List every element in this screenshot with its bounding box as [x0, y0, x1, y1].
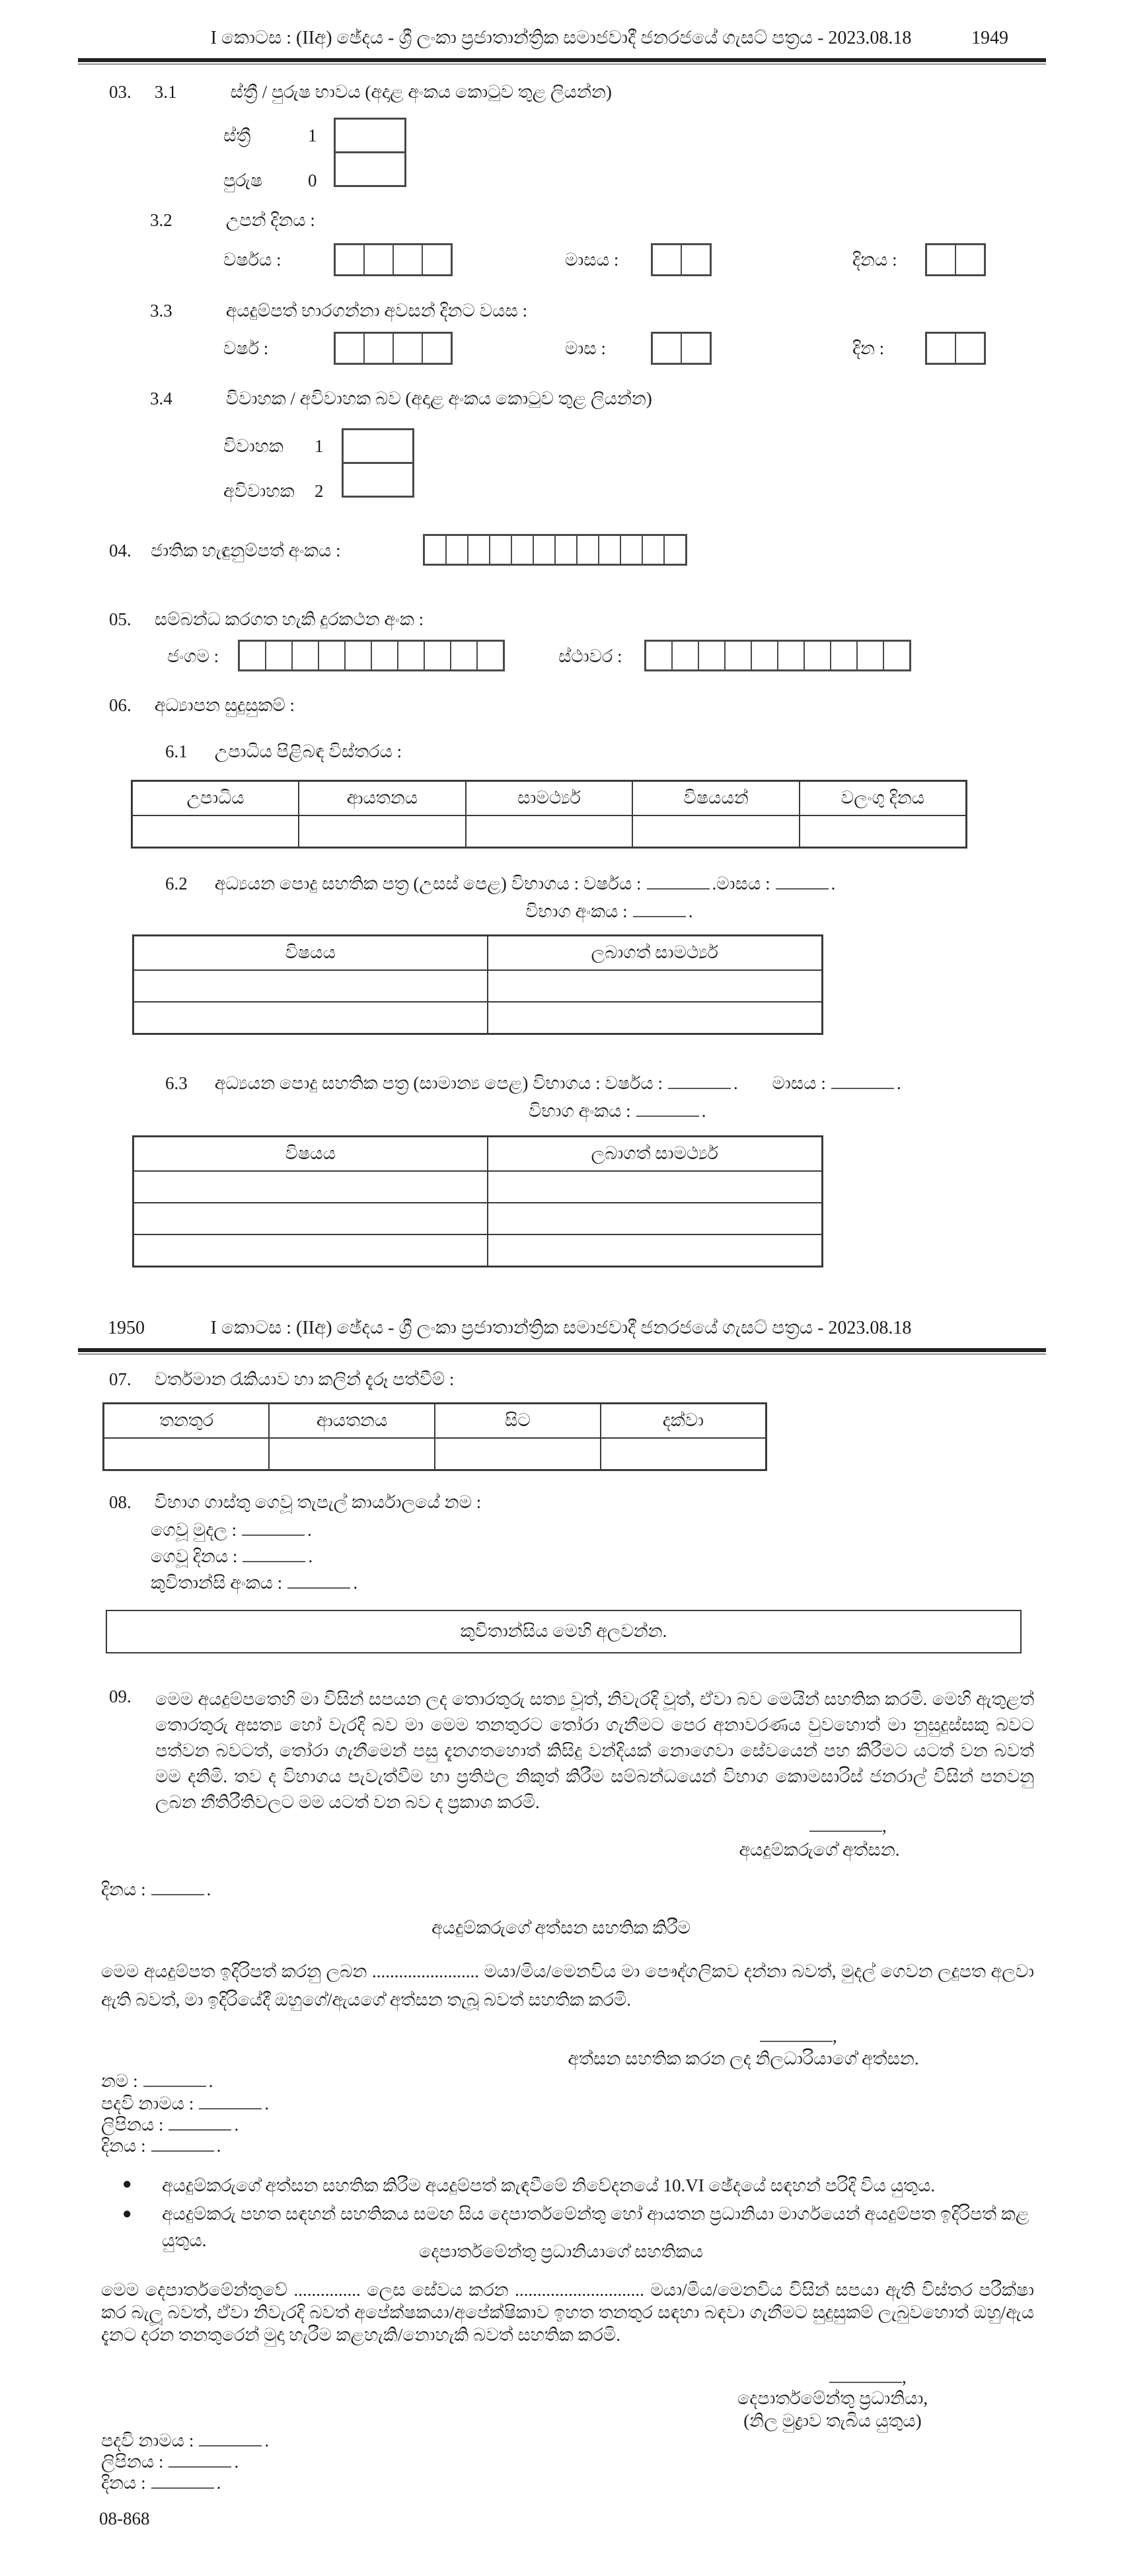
digit-cell [726, 642, 752, 669]
fee-amount-row [151, 1520, 312, 1541]
age-label: අයදුම්පත් භාරගන්නා අවසන් දිනට වයස : [225, 301, 528, 321]
digit-cell [447, 536, 468, 564]
blank-line [636, 1108, 699, 1117]
period: . [831, 874, 836, 893]
employment-table [102, 1402, 767, 1471]
digit-cell [778, 642, 805, 669]
empty-cell [800, 815, 967, 848]
blank-line [242, 1527, 305, 1536]
page1-gazette-header [0, 28, 1122, 49]
period: . [216, 2136, 221, 2156]
column-header-pass: සාමර්ථ්‍ය [466, 781, 633, 816]
blank-line [143, 2078, 206, 2087]
digit-cell [451, 642, 478, 669]
column-header-subject: විෂයය [133, 936, 488, 971]
signature-blank-line [760, 2033, 833, 2042]
note-text: අයදුම්කරුගේ අත්සන සහතික කිරීම අයදුම්පත් කැඳවීමේ නිවේදනයේ 10.VI ඡේදයේ සඳහන් පරිදි විය යුතුය. [162, 2176, 936, 2195]
blank-line [168, 2458, 231, 2468]
digit-cell [425, 536, 447, 564]
option-unmarried-label: අවිවාහක [223, 481, 295, 501]
ol-month-label: මාසය : [772, 1073, 826, 1093]
period: . [216, 2473, 221, 2493]
period: . [353, 1573, 358, 1593]
landline-grid [644, 640, 911, 671]
digit-cell [425, 642, 451, 669]
column-header-to: දක්වා [601, 1404, 767, 1439]
empty-cell [435, 1438, 601, 1470]
al-exam-number-row [525, 901, 692, 923]
sex-checkboxes [334, 118, 406, 187]
page1-header-rule [78, 58, 1046, 65]
subsection-number: 3.3 [150, 301, 172, 321]
fee-date-label: ගෙවූ දිනය : [151, 1546, 238, 1566]
option-unmarried-value: 2 [315, 481, 324, 501]
table-row [132, 815, 967, 848]
comma: , [902, 2367, 907, 2387]
degree-details-label: උපාධිය පිළිබඳ විස්තරය : [214, 741, 402, 761]
female-box [334, 118, 406, 153]
column-header-post: තනතුර [104, 1404, 270, 1439]
fee-amount-label: ගෙවූ මුදල : [151, 1520, 237, 1540]
dept-cert-text: මෙම දෙපාර්තමේන්තුවේ ............... ලෙස සේවය කරන ............................. මයා/මිය/මෙනවිය විසින් සපයා ඇති විස්තර පරීක්ෂා කර බැලූ බවත්, ඒවා නිවැරදි බවත් අපේක්ෂකයා/අපේක්ෂිකාව ඉහත තනතුර සඳහා බඳවා ගැනීමට සුදුසුකම් ලැබුවහොත් ඔහු/ඇය දැනට දරන තනතුරෙන් මුදා හැරීම කළහැකි/නොහැකි බවත් සහතික කරමි. [101, 2280, 1034, 2345]
option-married-value: 1 [315, 436, 324, 456]
digit-cell [927, 245, 956, 274]
dept-designation-label: පදවි නාමය : [101, 2431, 194, 2450]
digit-cell [423, 334, 451, 363]
attest-date-label: දිනය : [101, 2136, 146, 2156]
officer-signature-caption: අත්සන සහතික කරන ලද නිලධාරියාගේ අත්සන. [568, 2049, 919, 2068]
section-63-row [165, 1073, 1044, 1094]
digit-cell [673, 642, 699, 669]
dob-fields-row [0, 243, 1122, 283]
empty-cell [133, 1171, 488, 1203]
empty-cell [133, 1002, 488, 1034]
option-male-label: පුරුෂ [223, 170, 263, 190]
blank-line [151, 2480, 214, 2489]
column-header-grade: ලබාගත් සාමර්ථ්‍ය [488, 936, 823, 971]
page2-header-title: I කොටස : (IIඅ) ඡේදය - ශ්‍රී ලංකා ප්‍රජාතාන්ත්‍රික සමාජවාදී ජනරජයේ ගැසට් පත්‍රය - 2023.08.18 [210, 1318, 912, 1338]
section-number: 08. [109, 1492, 131, 1512]
blank-line [199, 2100, 262, 2109]
receipt-number-row [151, 1573, 357, 1594]
digit-cell [805, 642, 831, 669]
receipt-paste-box [106, 1610, 1022, 1653]
nic-row [0, 533, 1122, 572]
digit-cell [394, 334, 423, 363]
table-header-row [132, 781, 967, 816]
dob-label: උපන් දිනය : [225, 210, 315, 230]
page2-page-number: 1950 [108, 1318, 145, 1338]
comma: , [882, 1816, 887, 1836]
bullet-icon: ● [122, 2205, 132, 2222]
empty-cell [601, 1438, 767, 1470]
column-header-from: සිට [435, 1404, 601, 1439]
column-header-subjects: විෂයයන් [632, 781, 800, 816]
comma: , [833, 2026, 837, 2046]
section-number: 05. [109, 609, 131, 629]
section-number: 07. [109, 1369, 131, 1389]
applicant-signature-caption: අයදුම්කරුගේ අත්සන. [739, 1840, 900, 1860]
section-07-row [109, 1369, 454, 1390]
subsection-number: 6.3 [165, 1073, 188, 1093]
receipt-paste-label: කුවිතාන්සිය මෙහි අලවන්න. [460, 1621, 667, 1641]
al-results-table [132, 934, 823, 1035]
blank-line [776, 880, 829, 890]
digit-cell [699, 642, 726, 669]
attest-address-row [101, 2115, 239, 2136]
ol-exam-number-label: විභාග අංකය : [529, 1101, 631, 1121]
page2-gazette-header [0, 1318, 1122, 1339]
mobile-grid [238, 640, 505, 671]
section-32-row [150, 210, 315, 231]
attest-designation-label: පදවි නාමය : [101, 2094, 194, 2113]
blank-line [831, 1080, 894, 1089]
receipt-number-label: කුවිතාන්සි අංකය : [151, 1573, 283, 1593]
al-year-label: වර්ෂය : [583, 874, 642, 893]
blank-line [633, 908, 686, 917]
dob-year-grid [334, 243, 453, 276]
blank-line [243, 1553, 305, 1562]
attestation-text: මෙම අයදුම්පත ඉදිරිපත් කරනු ලබන ........................ මයා/මිය/මෙනවිය මා පෞද්ගලිකව දන්නා බවත්, මුදල් ගෙවන ලදුපත අලවා ඇති බවත්, මා ඉදිරියේදී ඔහුගේ/ඇයගේ අත්සන තැබූ බවත් සහතික කරමි. [101, 1961, 1034, 2010]
table-header-row [133, 936, 823, 971]
section-08-row [109, 1492, 481, 1513]
period: . [308, 1546, 313, 1566]
dob-day-grid [925, 243, 986, 276]
page1-header-title: I කොටස : (IIඅ) ඡේදය - ශ්‍රී ලංකා ප්‍රජාතාන්ත්‍රික සමාජවාදී ජනරජයේ ගැසට් පත්‍රය - 2023.08.18 [210, 28, 912, 48]
table-row [133, 970, 823, 1002]
phone-fields-row [0, 640, 1122, 679]
age-day-label: දින : [852, 338, 885, 358]
digit-cell [240, 642, 266, 669]
form-code: 08-868 [99, 2509, 150, 2528]
table-header-row [104, 1404, 767, 1439]
page1-page-number: 1949 [971, 28, 1008, 48]
digit-cell [956, 245, 984, 274]
date-row [101, 1879, 211, 1901]
option-male-value: 0 [308, 170, 317, 190]
signature-blank-line [809, 1823, 882, 1832]
period: . [264, 2431, 270, 2450]
blank-line [668, 1080, 731, 1089]
note-text: අයදුම්කරු පහත සඳහන් සහතිකය සමඟ සිය දෙපාර්තමේන්තු හෝ ආයතන ප්‍රධානියා මාර්ගයෙන් අයදුම්පත ඉදිරිපත් කළ යුතුය. [162, 2204, 1029, 2250]
option-married-label: විවාහක [223, 436, 283, 456]
period: . [688, 901, 693, 921]
ol-year-label: වර්ෂය : [605, 1073, 663, 1093]
age-month-grid [651, 332, 712, 365]
al-exam-number-label: විභාග අංකය : [525, 901, 628, 921]
dob-month-label: මාසය : [565, 250, 619, 270]
digit-cell [927, 334, 956, 363]
section-34-row [150, 389, 652, 410]
blank-line [151, 2142, 214, 2152]
note-item [122, 2176, 1044, 2197]
attest-name-label: නම : [101, 2071, 138, 2091]
digit-cell [372, 642, 398, 669]
dept-date-row [101, 2473, 221, 2494]
age-day-grid [925, 332, 986, 365]
dept-address-row [101, 2452, 239, 2473]
digit-cell [346, 642, 372, 669]
section-number: 06. [109, 695, 131, 715]
dob-day-label: දිනය : [852, 250, 897, 270]
ol-exam-label: අධ්‍යයන පොදු සහතික පත්‍ර (සාමාන්‍ය පෙළ) විභාගය : [214, 1073, 605, 1093]
empty-cell [133, 1234, 488, 1267]
ol-results-table [132, 1135, 823, 1268]
column-header-institution: ආයතනය [299, 781, 466, 816]
digit-cell [266, 642, 293, 669]
digit-cell [682, 334, 710, 363]
empty-cell [488, 1203, 823, 1234]
employment-label: වර්තමාන රැකියාව හා කලින් දැරූ පත්වීම් : [154, 1369, 455, 1389]
digit-cell [831, 642, 858, 669]
marital-option-group [0, 428, 1122, 501]
dob-month-grid [651, 243, 712, 276]
table-row [133, 1002, 823, 1034]
phone-label: සම්බන්ධ කරගත හැකි දුරකථන අංක : [154, 609, 424, 629]
post-office-label: විභාග ගාස්තු ගෙවූ තැපැල් කාර්යාලයේ නම : [154, 1492, 482, 1512]
official-seal-note: (නිල මුද්‍රාව තැබිය යුතුය) [743, 2411, 922, 2431]
blank-line [168, 2121, 231, 2131]
dept-head-signature-caption: දෙපාර්තමේන්තු ප්‍රධානියා, [737, 2388, 928, 2408]
subsection-number: 6.2 [165, 874, 188, 893]
section-number: 04. [109, 541, 131, 560]
digit-cell [665, 536, 685, 564]
table-header-row [133, 1137, 823, 1172]
dept-date-label: දිනය : [101, 2473, 146, 2493]
blank-line [199, 2437, 262, 2446]
digit-cell [512, 536, 534, 564]
table-row [133, 1171, 823, 1203]
bullet-icon: ● [122, 2176, 132, 2193]
al-exam-label: අධ්‍යයන පොදු සහතික පත්‍ර (උසස් පෙළ) විභාගය : [214, 874, 583, 893]
dob-year-label: වර්ෂය : [223, 250, 281, 270]
empty-cell [488, 970, 823, 1002]
age-year-label: වර්ෂ : [223, 338, 269, 358]
ol-exam-number-row [529, 1101, 706, 1122]
digit-cell [884, 642, 909, 669]
digit-cell [336, 245, 365, 274]
attestation-heading: අයදුම්කරුගේ අත්සන සහතික කිරීම [431, 1918, 691, 1938]
digit-cell [643, 536, 665, 564]
digit-cell [556, 536, 578, 564]
digit-cell [468, 536, 490, 564]
period: . [208, 2071, 213, 2091]
period: . [712, 874, 717, 893]
digit-cell [336, 334, 365, 363]
digit-cell [365, 334, 394, 363]
dept-address-label: ලිපිනය : [101, 2452, 164, 2472]
subsection-number: 3.4 [150, 389, 172, 408]
period: . [701, 1101, 706, 1121]
unmarried-box [342, 462, 414, 498]
declaration-text: මෙම අයදුම්පතෙහි මා විසින් සපයන ලද තොරතුරු සත්‍ය වූත්, නිවැරදි වූත්, ඒවා බව මෙයින් සහතික කරමි. මෙහි ඇතුළත් තොරතුරු අසත්‍ය හෝ වැරදි බව මා මෙම තනතුරට තෝරා ගැනීමට පෙර අනාවරණය වුවහොත් මා නුසුදුස්සකු බවට පත්වන බවටත්, තෝරා ගැනීමෙන් පසු දැනගතහොත් කිසිදු වන්දියක් නොගෙවා සේවයෙන් පහ කිරීමට යටත් වන බවත් මම දනිමි. තව ද විභාගය පැවැත්වීම හා ප්‍රතිඵල නිකුත් කිරීම සම්බන්ධයෙන් විභාග කොමසාරිස් ජනරාල් විසින් පනවනු ලබන නීතිරීතිවලට මම යටත් වන බව ද ප්‍රකාශ කරමි. [155, 1689, 1034, 1812]
table-row [133, 1203, 823, 1234]
education-section-row [109, 695, 295, 716]
attest-designation-row [101, 2094, 269, 2115]
digit-cell [646, 642, 673, 669]
digit-cell [956, 334, 984, 363]
al-month-label: මාසය : [716, 874, 770, 893]
digit-cell [478, 642, 503, 669]
section-number: 09. [109, 1686, 131, 1706]
nic-label: ජාතික හැඳුනුම්පත් අංකය : [151, 541, 341, 560]
period: . [733, 1073, 738, 1093]
attest-address-label: ලිපිනය : [101, 2115, 164, 2135]
empty-cell [104, 1438, 270, 1470]
section-62-row [165, 874, 1044, 895]
fee-date-row [151, 1546, 313, 1568]
digit-cell [599, 536, 621, 564]
column-header-subject: විෂයය [133, 1137, 488, 1172]
attest-date-row [101, 2136, 221, 2157]
attest-name-row [101, 2071, 213, 2092]
period: . [234, 2115, 239, 2135]
digit-cell [398, 642, 425, 669]
officer-signature-line [760, 2026, 837, 2047]
period: . [264, 2094, 270, 2113]
empty-cell [488, 1171, 823, 1203]
marital-checkboxes [342, 428, 414, 498]
section-33-row [150, 301, 527, 322]
subsection-number: 6.1 [165, 741, 188, 761]
table-row [104, 1438, 767, 1470]
column-header-institution: ආයතනය [269, 1404, 435, 1439]
age-month-label: මාස : [565, 338, 606, 358]
option-female-label: ස්ත්‍රී [223, 126, 251, 145]
blank-line [647, 880, 710, 890]
digit-cell [365, 245, 394, 274]
marital-question-label: විවාහක / අවිවාහක බව (අදාළ අංකය කොටුව තුළ ලියන්න) [225, 389, 652, 408]
dept-cert-heading: දෙපාර්තමේන්තු ප්‍රධානියාගේ සහතිකය [419, 2242, 703, 2261]
option-female-value: 1 [308, 126, 317, 145]
period: . [896, 1073, 901, 1093]
married-box [342, 428, 414, 464]
empty-cell [488, 1234, 823, 1267]
empty-cell [133, 1203, 488, 1234]
digit-cell [423, 245, 451, 274]
subsection-number: 3.1 [154, 82, 177, 102]
period: . [234, 2452, 239, 2472]
digit-cell [621, 536, 643, 564]
empty-cell [466, 815, 633, 848]
education-label: අධ්‍යාපන සුදුසුකම් : [154, 695, 295, 715]
landline-label: ස්ථාවර : [558, 646, 622, 666]
blank-line [151, 1886, 204, 1895]
empty-cell [269, 1438, 435, 1470]
empty-cell [488, 1002, 823, 1034]
sex-question-label: ස්ත්‍රී / පුරුෂ භාවය (අදාළ අංකය කොටුව තුළ ලියන්න) [230, 82, 612, 102]
dept-designation-row [101, 2431, 269, 2452]
age-year-grid [334, 332, 453, 365]
digit-cell [534, 536, 556, 564]
section-03-row [109, 82, 612, 103]
empty-cell [632, 815, 800, 848]
column-header-effective-date: වලංගු දිනය [800, 781, 967, 816]
sex-option-group [0, 118, 1122, 190]
digit-cell [394, 245, 423, 274]
blank-line [287, 1579, 350, 1589]
date-label: දිනය : [101, 1879, 146, 1899]
male-box [334, 151, 406, 187]
digit-cell [490, 536, 512, 564]
subsection-number: 3.2 [150, 210, 172, 230]
digit-cell [752, 642, 778, 669]
dept-head-signature-line [829, 2367, 907, 2388]
column-header-grade: ලබාගත් සාමර්ථ්‍ය [488, 1137, 823, 1172]
period: . [307, 1520, 312, 1540]
age-fields-row [0, 332, 1122, 371]
digit-cell [293, 642, 319, 669]
section-61-row [165, 741, 402, 763]
applicant-signature-line [809, 1816, 887, 1837]
empty-cell [299, 815, 466, 848]
digit-cell [578, 536, 599, 564]
signature-blank-line [829, 2374, 902, 2383]
degree-details-table [131, 780, 967, 849]
digit-cell [682, 245, 710, 274]
nic-grid [423, 534, 687, 566]
table-row [133, 1234, 823, 1267]
page2-header-rule [78, 1348, 1046, 1355]
digit-cell [858, 642, 884, 669]
digit-cell [653, 245, 682, 274]
column-header-degree: උපාධිය [132, 781, 299, 816]
section-number: 03. [109, 82, 131, 102]
digit-cell [653, 334, 682, 363]
phone-section-row [109, 609, 424, 630]
mobile-label: ජංගම : [167, 646, 219, 666]
empty-cell [132, 815, 299, 848]
period: . [206, 1879, 211, 1899]
digit-cell [319, 642, 346, 669]
empty-cell [133, 970, 488, 1002]
